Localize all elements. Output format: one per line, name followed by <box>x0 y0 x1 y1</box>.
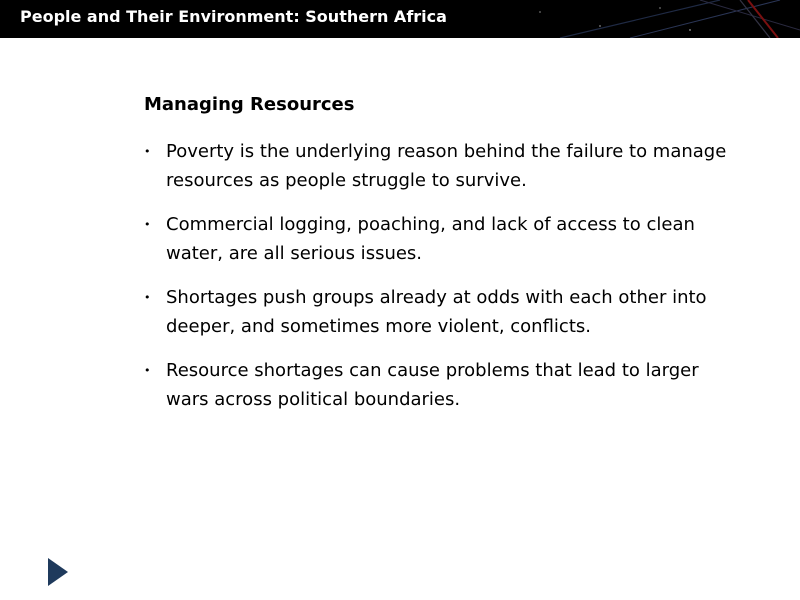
bullet-icon: • <box>144 364 151 377</box>
header-bar <box>0 0 800 38</box>
header-title: People and Their Environment: Southern Africa <box>20 7 447 26</box>
bullet-icon: • <box>144 145 151 158</box>
bullet-icon: • <box>144 291 151 304</box>
bullet-icon: • <box>144 218 151 231</box>
bullet-list <box>144 137 744 429</box>
list-item <box>144 210 744 268</box>
play-triangle-icon <box>48 558 68 586</box>
slide-title: Managing Resources <box>144 94 355 115</box>
bullet-text: Shortages push groups already at odds with each other into deeper, and sometimes more violent, conflicts. <box>166 287 707 337</box>
next-slide-button[interactable] <box>48 558 68 586</box>
list-item <box>144 283 744 341</box>
list-item <box>144 356 744 414</box>
bullet-text: Resource shortages can cause problems that lead to larger wars across political boundaries. <box>166 360 699 410</box>
bullet-text: Commercial logging, poaching, and lack of access to clean water, are all serious issues. <box>166 214 695 264</box>
list-item <box>144 137 744 195</box>
bullet-text: Poverty is the underlying reason behind the failure to manage resources as people struggle to survive. <box>166 141 727 191</box>
